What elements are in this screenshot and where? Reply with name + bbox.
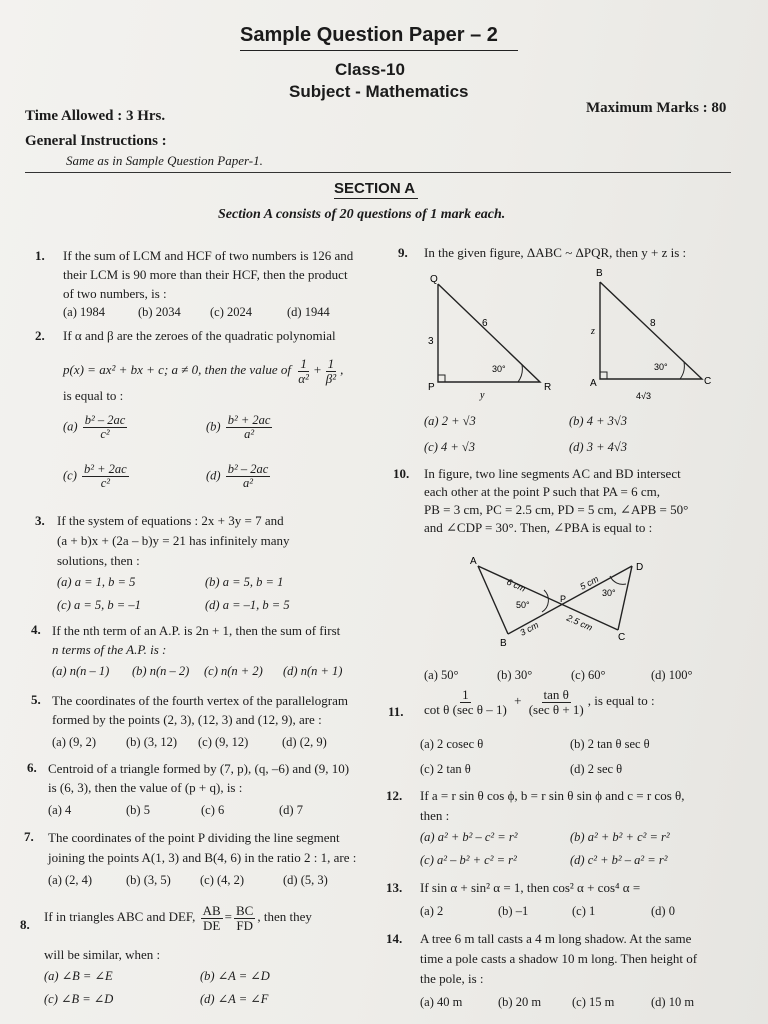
q9-label-z: z [591,326,595,337]
q8-fraction-ab-de: $\frac{AB}{DE}$ [202,903,221,933]
q9-number: 9. [398,245,408,260]
q13-option-c[interactable]: (c) 1 [572,904,596,918]
q4-option-a[interactable]: (a) n(n – 1) [52,664,110,678]
general-instructions-text: Same as in Sample Question Paper-1. [66,153,263,168]
q2-line3: is equal to : [63,388,124,403]
q7-number: 7. [24,829,34,844]
q5-option-b[interactable]: (b) (3, 12) [126,735,178,749]
q8-line1-text: If in triangles ABC and DEF, [44,909,196,925]
q3-option-b[interactable]: (b) a = 5, b = 1 [205,575,284,589]
q14-option-b[interactable]: (b) 20 m [498,995,542,1009]
q9-label-p: P [428,382,435,393]
q7-line1: The coordinates of the point P dividing the line segment [48,830,340,845]
title-underline [240,50,518,51]
q9-option-c[interactable]: (c) 4 + √3 [424,440,476,454]
q4-option-d[interactable]: (d) n(n + 1) [283,664,343,678]
q7-line2: joining the points A(1, 3) and B(4, 6) in the ratio 2 : 1, are : [48,850,357,865]
q8-option-d[interactable]: (d) ∠A = ∠F [200,992,269,1006]
q12-option-b[interactable]: (b) a² + b² + c² = r² [570,830,670,844]
general-instructions-label: General Instructions : [25,133,167,149]
q6-option-c[interactable]: (c) 6 [201,803,225,817]
q2-fraction-alpha: $\frac{1}{\text{α²}}$ [298,356,309,386]
q1-option-b[interactable]: (b) 2034 [138,305,181,319]
q6-option-b[interactable]: (b) 5 [126,803,150,817]
q9-label-a: A [590,378,597,389]
q10-label-c: C [618,632,626,643]
q1-option-a[interactable]: (a) 1984 [63,305,105,319]
q10-figure [460,552,660,652]
q5-option-d[interactable]: (d) (2, 9) [282,735,327,749]
q14-option-c[interactable]: (c) 15 m [572,995,615,1009]
q3-option-d[interactable]: (d) a = –1, b = 5 [205,598,290,612]
q12-option-d[interactable]: (d) c² + b² – a² = r² [570,853,668,867]
q1-line1: If the sum of LCM and HCF of two numbers is 126 and [63,248,354,263]
q9-label-8: 8 [650,318,656,329]
q9-label-y: y [480,390,485,401]
q12-line1: If a = r sin θ cos ϕ, b = r sin θ sin ϕ and c = r cos θ, [420,788,685,803]
q4-line1: If the nth term of an A.P. is 2n + 1, then the sum of first [52,623,341,638]
q4-number: 4. [31,622,41,637]
q2-option-a[interactable]: (a) $\frac{\text{b² – 2ac}}{\text{c²}}$ [63,413,126,442]
q10-label-angle-50: 50° [516,600,530,610]
q6-line2: is (6, 3), then the value of (p + q), is : [48,780,243,795]
q10-label-pb: 3 cm [518,619,541,638]
q5-option-a[interactable]: (a) (9, 2) [52,735,97,749]
q7-option-d[interactable]: (d) (5, 3) [283,873,328,887]
q12-line2: then : [420,808,450,823]
q9-line1: In the given figure, ΔABC ~ ΔPQR, then y + z is : [424,245,687,260]
q9-option-d[interactable]: (d) 3 + 4√3 [569,440,627,454]
q10-line3: PB = 3 cm, PC = 2.5 cm, PD = 5 cm, ∠APB = 50° [424,502,689,517]
q10-label-pc: 2.5 cm [565,612,594,633]
q3-option-c[interactable]: (c) a = 5, b = –1 [57,598,141,612]
q2-option-d[interactable]: (d) $\frac{\text{b² – 2ac}}{\text{a²}}$ [206,462,269,491]
q10-label-p: P [560,594,567,604]
q3-option-a[interactable]: (a) a = 1, b = 5 [57,575,136,589]
section-subtitle: Section A consists of 20 questions of 1 mark each. [218,207,506,222]
maximum-marks: Maximum Marks : 80 [586,100,727,116]
q10-option-b[interactable]: (b) 30° [497,668,533,682]
q6-option-d[interactable]: (d) 7 [279,803,303,817]
q2-option-c[interactable]: (c) $\frac{\text{b² + 2ac}}{\text{c²}}$ [63,462,127,491]
q8-line2: will be similar, when : [44,947,161,962]
q11-number: 11. [388,704,404,719]
q8-number: 8. [20,917,30,932]
q9-label-3: 3 [428,336,434,347]
q10-label-pd: 5 cm [578,573,601,592]
q14-line2: time a pole casts a shadow 10 m long. Then height of [420,951,698,966]
q4-option-b[interactable]: (b) n(n – 2) [132,664,190,678]
q3-line1: If the system of equations : 2x + 3y = 7 and [57,513,284,528]
q9-label-r: R [544,382,552,393]
q13-number: 13. [386,880,403,895]
q9-triangle-abc [600,282,702,379]
section-title: SECTION A [334,180,416,197]
q5-line1: The coordinates of the fourth vertex of the parallelogram [52,693,348,708]
q4-line2: n terms of the A.P. is : [52,642,167,657]
q12-option-c[interactable]: (c) a² – b² + c² = r² [420,853,517,867]
q11-expression: $\frac{1}{\text{cot θ (sec θ – 1)}}$ + $\frac{\text{tan θ}}{\text{(sec θ + 1)}}$ , is equal to : [424,687,655,717]
q1-number: 1. [35,248,45,263]
subject-label: Subject - Mathematics [289,82,469,101]
q2-number: 2. [35,328,45,343]
q2-line2-text: p(x) = ax² + bx + c; a ≠ 0, then the value of [63,362,291,378]
q1-line3: of two numbers, is : [63,286,167,301]
q14-option-d[interactable]: (d) 10 m [651,995,695,1009]
q7-option-c[interactable]: (c) (4, 2) [200,873,245,887]
q9-label-q: Q [430,274,438,285]
q10-segments [478,566,632,634]
q9-triangle-pqr [438,284,540,382]
q10-label-b: B [500,638,507,649]
q9-option-b[interactable]: (b) 4 + 3√3 [569,414,627,428]
q10-label-angle-30: 30° [602,588,616,598]
q6-number: 6. [27,760,37,775]
q8-option-c[interactable]: (c) ∠B = ∠D [44,992,114,1006]
q13-line1: If sin α + sin² α = 1, then cos² α + cos⁴ α = [420,880,641,895]
q13-option-d[interactable]: (d) 0 [651,904,675,918]
q3-line2: (a + b)x + (2a – b)y = 21 has infinitely many [57,533,290,548]
q7-option-b[interactable]: (b) (3, 5) [126,873,171,887]
q9-option-a[interactable]: (a) 2 + √3 [424,414,476,428]
header-divider [25,172,731,173]
q10-label-d: D [636,562,644,573]
q10-option-a[interactable]: (a) 50° [424,668,459,682]
q8-option-b[interactable]: (b) ∠A = ∠D [200,969,270,983]
q2-line1: If α and β are the zeroes of the quadratic polynomial [63,328,336,343]
q5-line2: formed by the points (2, 3), (12, 3) and (12, 9), are : [52,712,322,727]
q6-line1: Centroid of a triangle formed by (7, p), (q, –6) and (9, 10) [48,761,350,776]
q11-fraction-1: $\frac{1}{\text{cot θ (sec θ – 1)}}$ [424,687,507,717]
class-label: Class-10 [335,60,405,79]
q11-fraction-2: $\frac{\text{tan θ}}{\text{(sec θ + 1)}}$ [528,687,584,717]
q4-option-c[interactable]: (c) n(n + 2) [204,664,263,678]
q11-option-d[interactable]: (d) 2 sec θ [570,762,623,776]
q13-option-a[interactable]: (a) 2 [420,904,444,918]
q14-number: 14. [386,931,403,946]
q2-option-b[interactable]: (b) $\frac{\text{b² + 2ac}}{\text{a²}}$ [206,413,271,442]
q6-option-a[interactable]: (a) 4 [48,803,72,817]
q10-label-a: A [470,556,477,567]
section-underline [334,198,418,199]
q8-option-a[interactable]: (a) ∠B = ∠E [44,969,113,983]
q7-option-a[interactable]: (a) (2, 4) [48,873,93,887]
time-allowed: Time Allowed : 3 Hrs. [25,108,166,124]
q8-fraction-bc-fd: $\frac{BC}{FD}$ [236,903,254,933]
q9-label-angle-c: 30° [654,362,668,372]
q8-line1: If in triangles ABC and DEF, $\frac{AB}{DE}$ = $\frac{BC}{FD}$ , then they [44,903,312,933]
q10-line1: In figure, two line segments AC and BD intersect [424,466,681,481]
q3-line3: solutions, then : [57,553,140,568]
q14-line1: A tree 6 m tall casts a 4 m long shadow. At the same [420,931,692,946]
q5-number: 5. [31,692,41,707]
paper-title: Sample Question Paper – 2 [240,24,498,46]
q9-label-angle-r: 30° [492,364,506,374]
q12-option-a[interactable]: (a) a² + b² – c² = r² [420,830,518,844]
q2-fraction-beta: $\frac{1}{\text{β²}}$ [325,356,337,386]
q1-line2: their LCM is 90 more than their HCF, then the product [63,267,348,282]
q9-label-base: 4√3 [636,391,651,401]
q13-option-b[interactable]: (b) –1 [498,904,529,918]
q10-line4: and ∠CDP = 30°. Then, ∠PBA is equal to : [424,520,653,535]
q9-figure [420,262,720,407]
q11-option-a[interactable]: (a) 2 cosec θ [420,737,484,751]
q11-option-c[interactable]: (c) 2 tan θ [420,762,471,776]
q2-line2: p(x) = ax² + bx + c; a ≠ 0, then the value of $\frac{1}{\text{α²}}$ + $\frac{1}{\text{β²}}$ , [63,356,344,386]
q14-option-a[interactable]: (a) 40 m [420,995,463,1009]
q9-label-b: B [596,268,603,279]
q9-label-6: 6 [482,318,488,329]
q10-option-d[interactable]: (d) 100° [651,668,693,682]
q10-line2: each other at the point P such that PA = 6 cm, [424,484,660,499]
q10-label-pa: 6 cm [505,576,528,594]
q12-number: 12. [386,788,403,803]
q9-label-c: C [704,376,712,387]
q10-option-c[interactable]: (c) 60° [571,668,606,682]
q11-option-b[interactable]: (b) 2 tan θ sec θ [570,737,650,751]
q3-number: 3. [35,513,45,528]
q10-number: 10. [393,466,410,481]
q1-option-d[interactable]: (d) 1944 [287,305,330,319]
q1-option-c[interactable]: (c) 2024 [210,305,252,319]
q5-option-c[interactable]: (c) (9, 12) [198,735,249,749]
q14-line3: the pole, is : [420,971,484,986]
